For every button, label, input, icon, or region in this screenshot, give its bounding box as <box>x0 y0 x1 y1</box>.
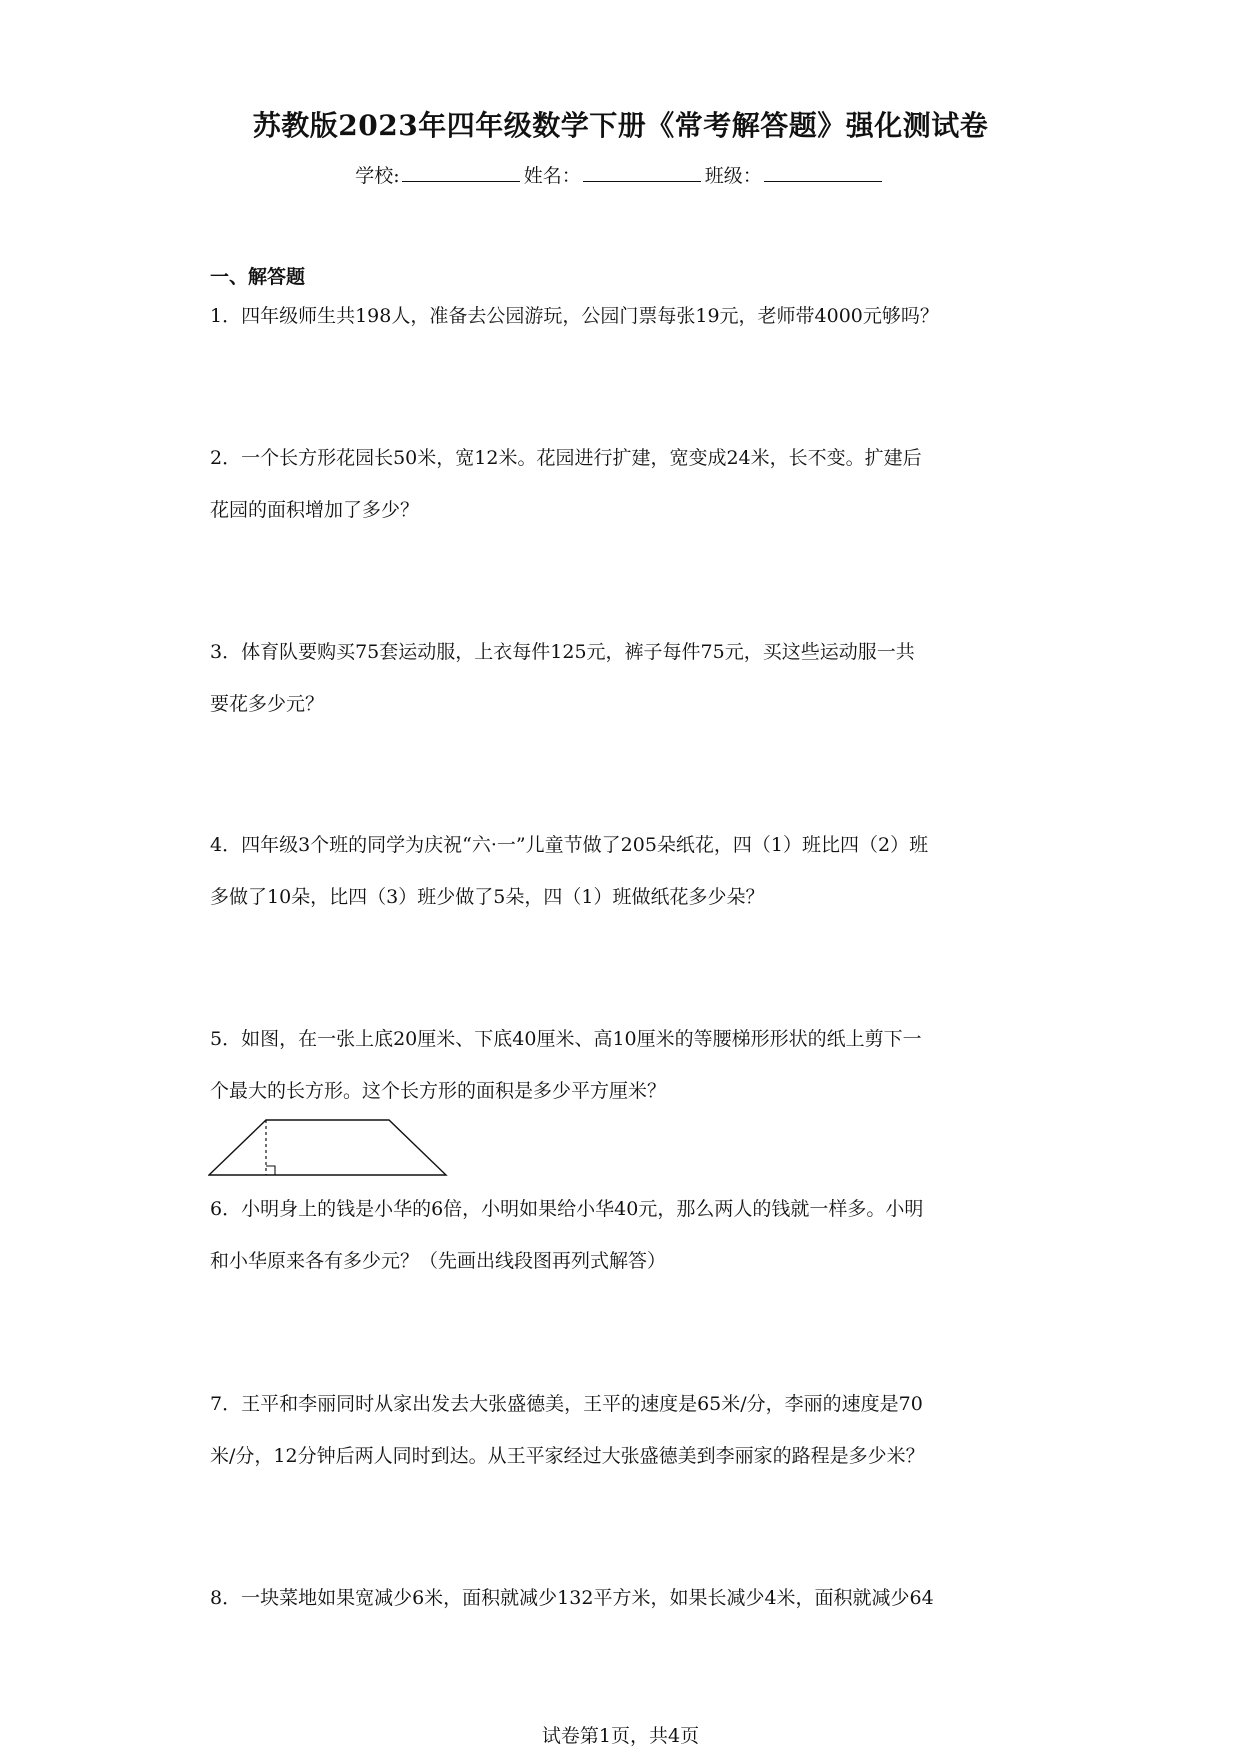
question-line: 7．王平和李丽同时从家出发去大张盛德美，王平的速度是65米/分，李丽的速度是70 <box>210 1393 923 1415</box>
question-line: 2．一个长方形花园长50米，宽12米。花园进行扩建，宽变成24米，长不变。扩建后 <box>210 447 922 469</box>
student-info-line <box>0 161 1241 188</box>
trapezoid-diagram <box>208 1118 448 1178</box>
question-line: 4．四年级3个班的同学为庆祝“六·一”儿童节做了205朵纸花，四（1）班比四（2）班 <box>210 834 929 856</box>
question-6 <box>210 1183 1040 1287</box>
question-line: 1．四年级师生共198人，准备去公园游玩，公园门票每张19元，老师带4000元够吗？ <box>210 305 939 327</box>
question-line: 个最大的长方形。这个长方形的面积是多少平方厘米？ <box>210 1080 667 1102</box>
page-footer: 试卷第1页，共4页 <box>541 1725 700 1747</box>
trapezoid-outline <box>209 1120 446 1175</box>
question-3 <box>210 626 1040 730</box>
page-title: 苏教版2023年四年级数学下册《常考解答题》强化测试卷 <box>252 109 989 142</box>
question-8 <box>210 1572 1040 1624</box>
school-label: 学校: <box>355 165 400 187</box>
right-angle-mark <box>266 1166 275 1175</box>
question-line: 5．如图，在一张上底20厘米、下底40厘米、高10厘米的等腰梯形形状的纸上剪下一 <box>210 1028 922 1050</box>
question-7 <box>210 1378 1040 1482</box>
question-line: 多做了10朵，比四（3）班少做了5朵，四（1）班做纸花多少朵？ <box>210 886 765 908</box>
question-line: 米/分，12分钟后两人同时到达。从王平家经过大张盛德美到李丽家的路程是多少米？ <box>210 1445 925 1467</box>
question-1 <box>210 290 1040 342</box>
question-line: 和小华原来各有多少元？（先画出线段图再列式解答） <box>210 1250 667 1272</box>
question-line: 要花多少元？ <box>210 693 325 715</box>
trapezoid-figure <box>208 1118 448 1182</box>
school-blank[interactable] <box>402 163 520 182</box>
question-5 <box>210 1013 1040 1117</box>
class-label: 班级： <box>704 165 762 187</box>
name-label: 姓名： <box>523 165 581 187</box>
class-blank[interactable] <box>764 163 882 182</box>
question-2 <box>210 432 1040 536</box>
name-blank[interactable] <box>583 163 701 182</box>
question-line: 6．小明身上的钱是小华的6倍，小明如果给小华40元，那么两人的钱就一样多。小明 <box>210 1198 924 1220</box>
section-title: 一、解答题 <box>210 266 306 288</box>
question-line: 花园的面积增加了多少？ <box>210 499 420 521</box>
question-4 <box>210 819 1040 923</box>
question-line: 8．一块菜地如果宽减少6米，面积就减少132平方米，如果长减少4米，面积就减少64 <box>210 1587 934 1609</box>
question-line: 3．体育队要购买75套运动服，上衣每件125元，裤子每件75元，买这些运动服一共 <box>210 641 915 663</box>
